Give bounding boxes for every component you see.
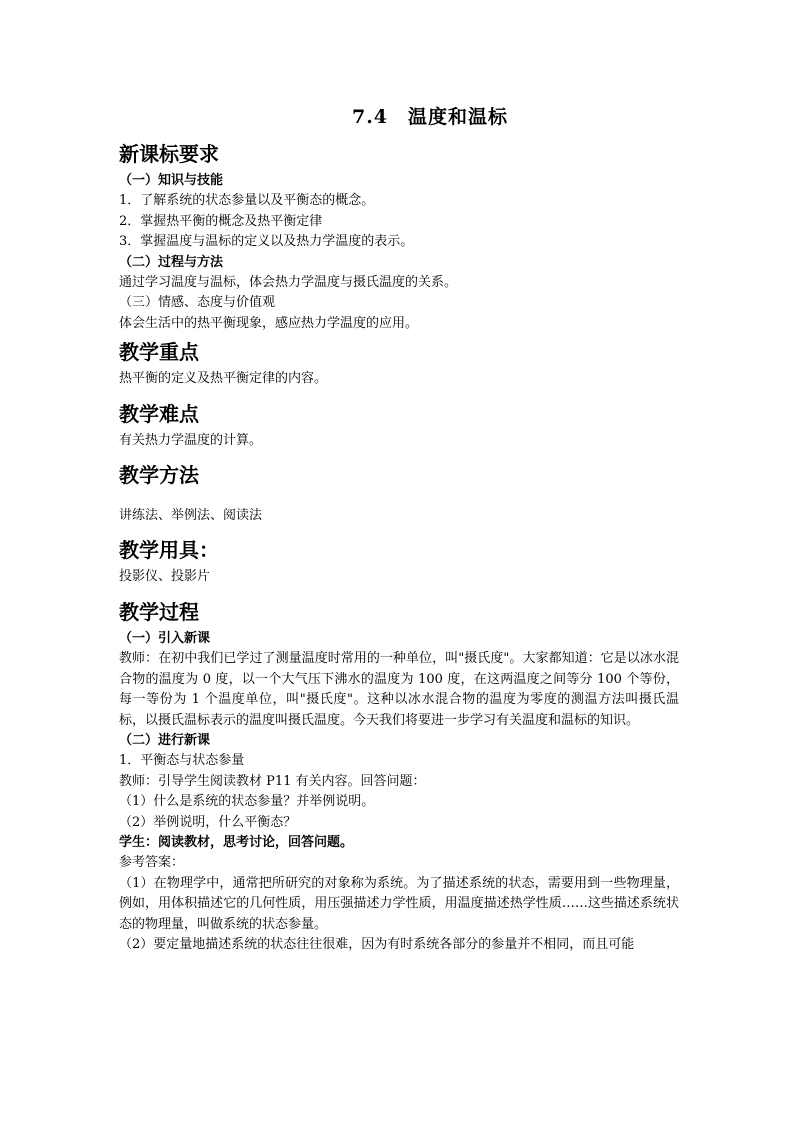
reference-label: 参考答案： — [119, 855, 185, 871]
paragraph: 投影仪、投影片 — [119, 569, 211, 585]
paragraph: 有关热力学温度的计算。 — [119, 432, 263, 448]
question: （1）什么是系统的状态参量？并举例说明。 — [119, 794, 375, 810]
answer: （2）要定量地描述系统的状态往往很难，因为有时系统各部分的参量并不相同，而且可能 — [119, 936, 635, 952]
paragraph: 通过学习温度与温标，体会热力学温度与摄氏温度的关系。 — [119, 275, 458, 291]
list-item: 1．平衡态与状态参量 — [119, 753, 245, 769]
student-note: 学生：阅读教材，思考讨论，回答问题。 — [119, 834, 354, 850]
heading-process: 教学过程 — [119, 599, 199, 624]
subheading-emotion: （三）情感、态度与价值观 — [119, 295, 276, 311]
subheading-new-lesson: （二）进行新课 — [119, 732, 211, 748]
paragraph: 教师：在初中我们已学过了测量温度时常用的一种单位，叫"摄氏度"。大家都知道：它是以冰水混合物的温度为 0 度，以一个大气压下沸水的温度为 100 度，在这两温度之间等分 100 个等份，每一等份为 1 个温度单位，叫"摄氏度"。这种以冰水混合物的温度为零度的测温方法叫摄氏温标，以摄氏温标表示的温度叫摄氏温度。今天我们将要进一步学习有关温度和温标的知识。 — [119, 651, 679, 728]
list-item: 2．掌握热平衡的概念及热平衡定律 — [119, 213, 323, 229]
subheading-intro: （一）引入新课 — [119, 630, 211, 646]
heading-focus: 教学重点 — [119, 340, 199, 365]
paragraph: 体会生活中的热平衡现象，感应热力学温度的应用。 — [119, 315, 419, 331]
list-item: 1．了解系统的状态参量以及平衡态的概念。 — [119, 193, 375, 209]
heading-difficulty: 教学难点 — [119, 401, 199, 426]
heading-tools: 教学用具： — [119, 538, 219, 563]
subheading-knowledge: （一）知识与技能 — [119, 173, 224, 188]
subheading-process-method: （二）过程与方法 — [119, 254, 224, 270]
heading-method: 教学方法 — [119, 463, 199, 488]
answer: （1）在物理学中，通常把所研究的对象称为系统。为了描述系统的状态，需要用到一些物理量，例如，用体积描述它的几何性质，用压强描述力学性质，用温度描述热学性质……这些描述系统状态的物理量，叫做系统的状态参量。 — [119, 875, 679, 932]
document-body — [119, 100, 679, 955]
question: （2）举例说明，什么平衡态？ — [119, 814, 297, 830]
list-item: 3．掌握温度与温标的定义以及热力学温度的表示。 — [119, 234, 414, 250]
paragraph: 热平衡的定义及热平衡定律的内容。 — [119, 371, 328, 387]
paragraph: 教师：引导学生阅读教材 P11 有关内容。回答问题： — [119, 773, 426, 789]
heading-standard: 新课标要求 — [119, 142, 219, 166]
paragraph: 讲练法、举例法、阅读法 — [119, 508, 263, 524]
page-title: 7.4 温度和温标 — [351, 106, 509, 128]
